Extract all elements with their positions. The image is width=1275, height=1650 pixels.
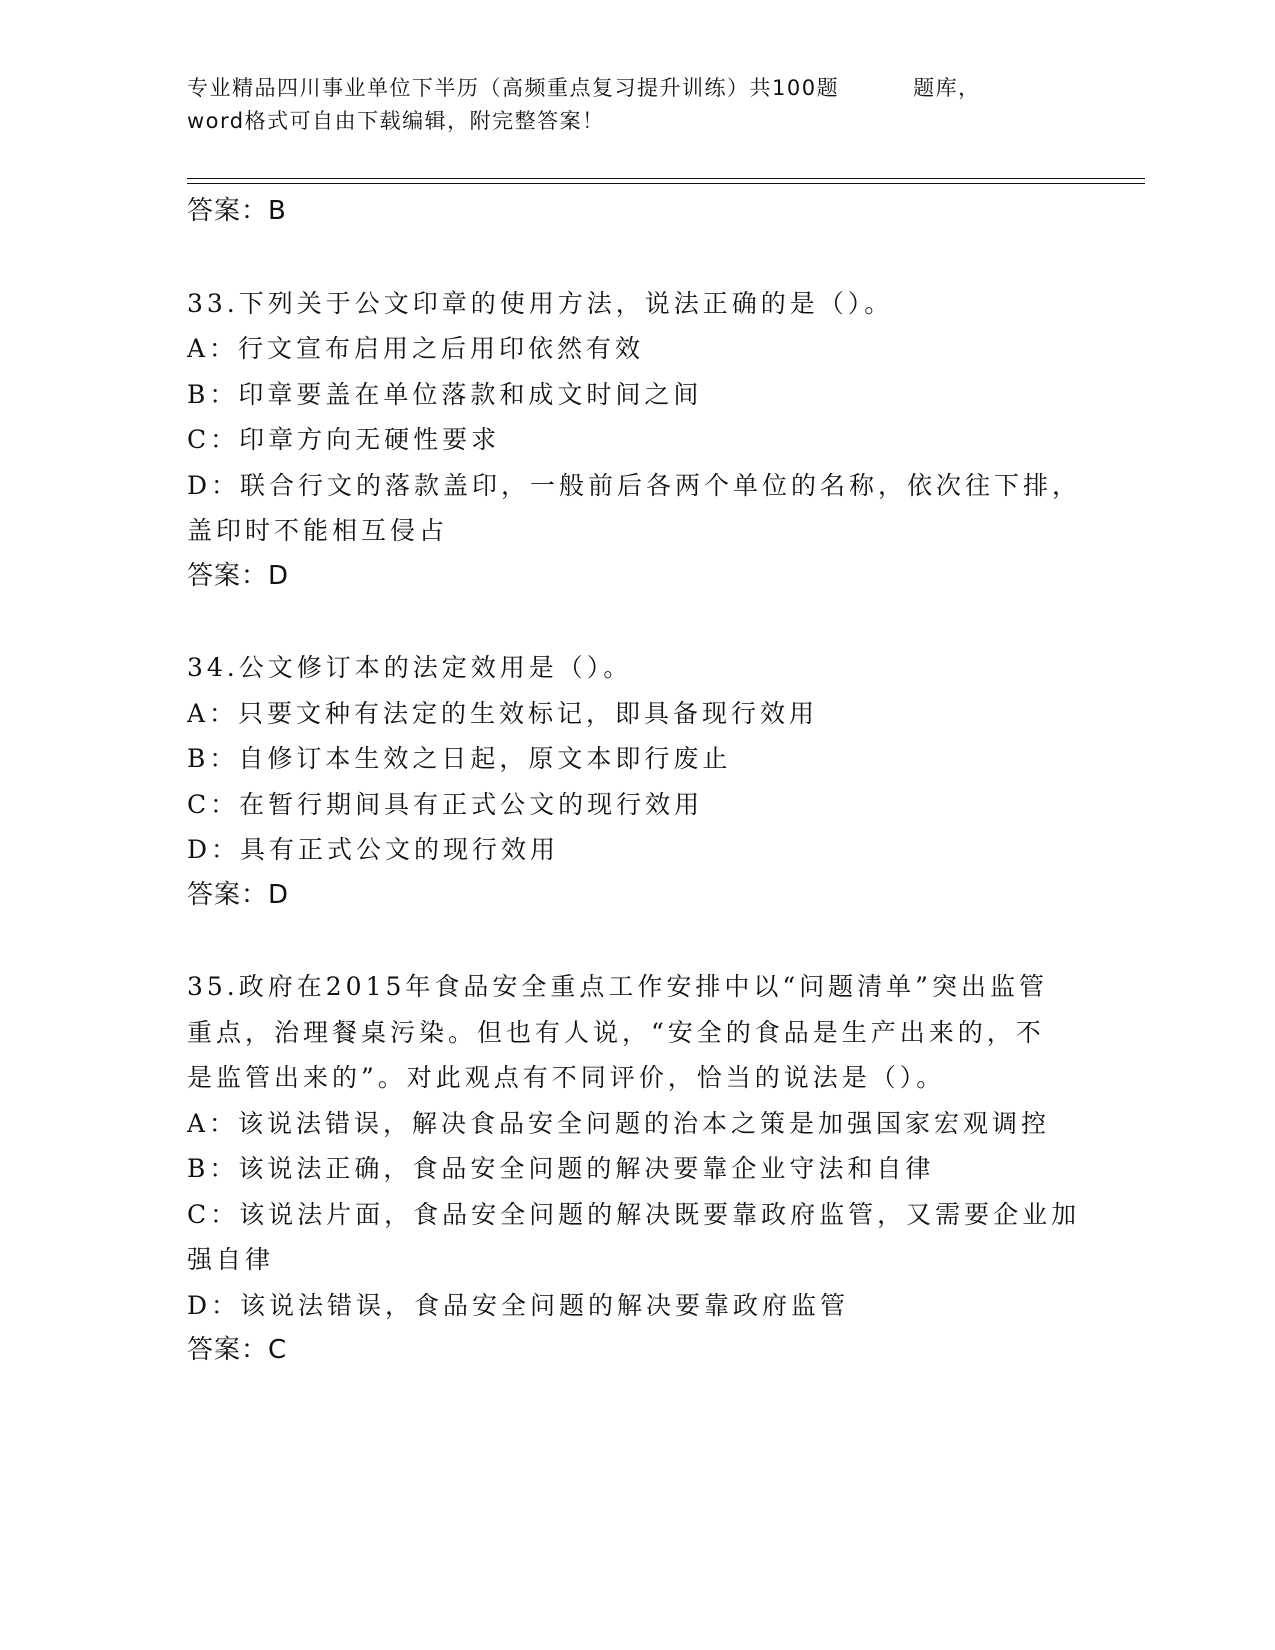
option-d: D：该说法错误，食品安全问题的解决要靠政府监管: [187, 1290, 850, 1320]
question-block-35: [187, 964, 1087, 1374]
document-header: [187, 72, 1087, 138]
question-list: [187, 189, 1087, 1374]
option-b: B：该说法正确，食品安全问题的解决要靠企业守法和自律: [187, 1154, 935, 1183]
question-answer: 答案：C: [187, 1335, 288, 1365]
option-c: C：该说法片面，食品安全问题的解决既要靠政府监管，又需要企业加: [187, 1199, 1081, 1229]
option-b: B：印章要盖在单位落款和成文时间之间: [187, 379, 703, 409]
question-stem: 34.公文修订本的法定效用是（）。: [187, 653, 633, 682]
option-c-continued: 强自律: [187, 1245, 275, 1274]
option-a: A：行文宣布启用之后用印依然有效: [187, 334, 645, 363]
option-d: D：具有正式公文的现行效用: [187, 835, 560, 864]
option-c: C：在暂行期间具有正式公文的现行效用: [187, 789, 704, 819]
option-a: A：只要文种有法定的生效标记，即具备现行效用: [187, 698, 819, 728]
previous-answer: 答案：B: [187, 196, 287, 226]
option-d: D：联合行文的落款盖印，一般前后各两个单位的名称，依次往下排，: [187, 470, 1082, 500]
header-title: 专业精品四川事业单位下半历（高频重点复习提升训练）共100题: [187, 76, 840, 100]
question-answer: 答案：D: [187, 879, 290, 910]
header-line-1: [187, 72, 1087, 105]
question-answer: 答案：D: [187, 560, 290, 591]
option-d-continued: 盖印时不能相互侵占: [187, 516, 449, 545]
question-stem-continued: 是监管出来的”。对此观点有不同评价，恰当的说法是（）。: [187, 1063, 946, 1092]
header-divider-bottom: [187, 183, 1145, 184]
option-a: A：该说法错误，解决食品安全问题的治本之策是加强国家宏观调控: [187, 1108, 1051, 1138]
option-b: B：自修订本生效之日起，原文本即行废止: [187, 744, 732, 773]
question-stem: 33.下列关于公文印章的使用方法，说法正确的是（）。: [187, 288, 894, 318]
option-c: C：印章方向无硬性要求: [187, 425, 501, 454]
header-line-2: word格式可自由下载编辑，附完整答案！: [187, 109, 605, 133]
question-stem: 35.政府在2015年食品安全重点工作安排中以“问题清单”突出监管: [187, 972, 1048, 1001]
question-stem-continued: 重点，治理餐桌污染。但也有人说，“安全的食品是生产出来的，不: [187, 1017, 1045, 1047]
question-block-34: [187, 645, 1087, 918]
header-divider-top: [187, 178, 1145, 179]
header-title-tail: 题库，: [913, 76, 981, 100]
question-block-33: [187, 281, 1087, 600]
